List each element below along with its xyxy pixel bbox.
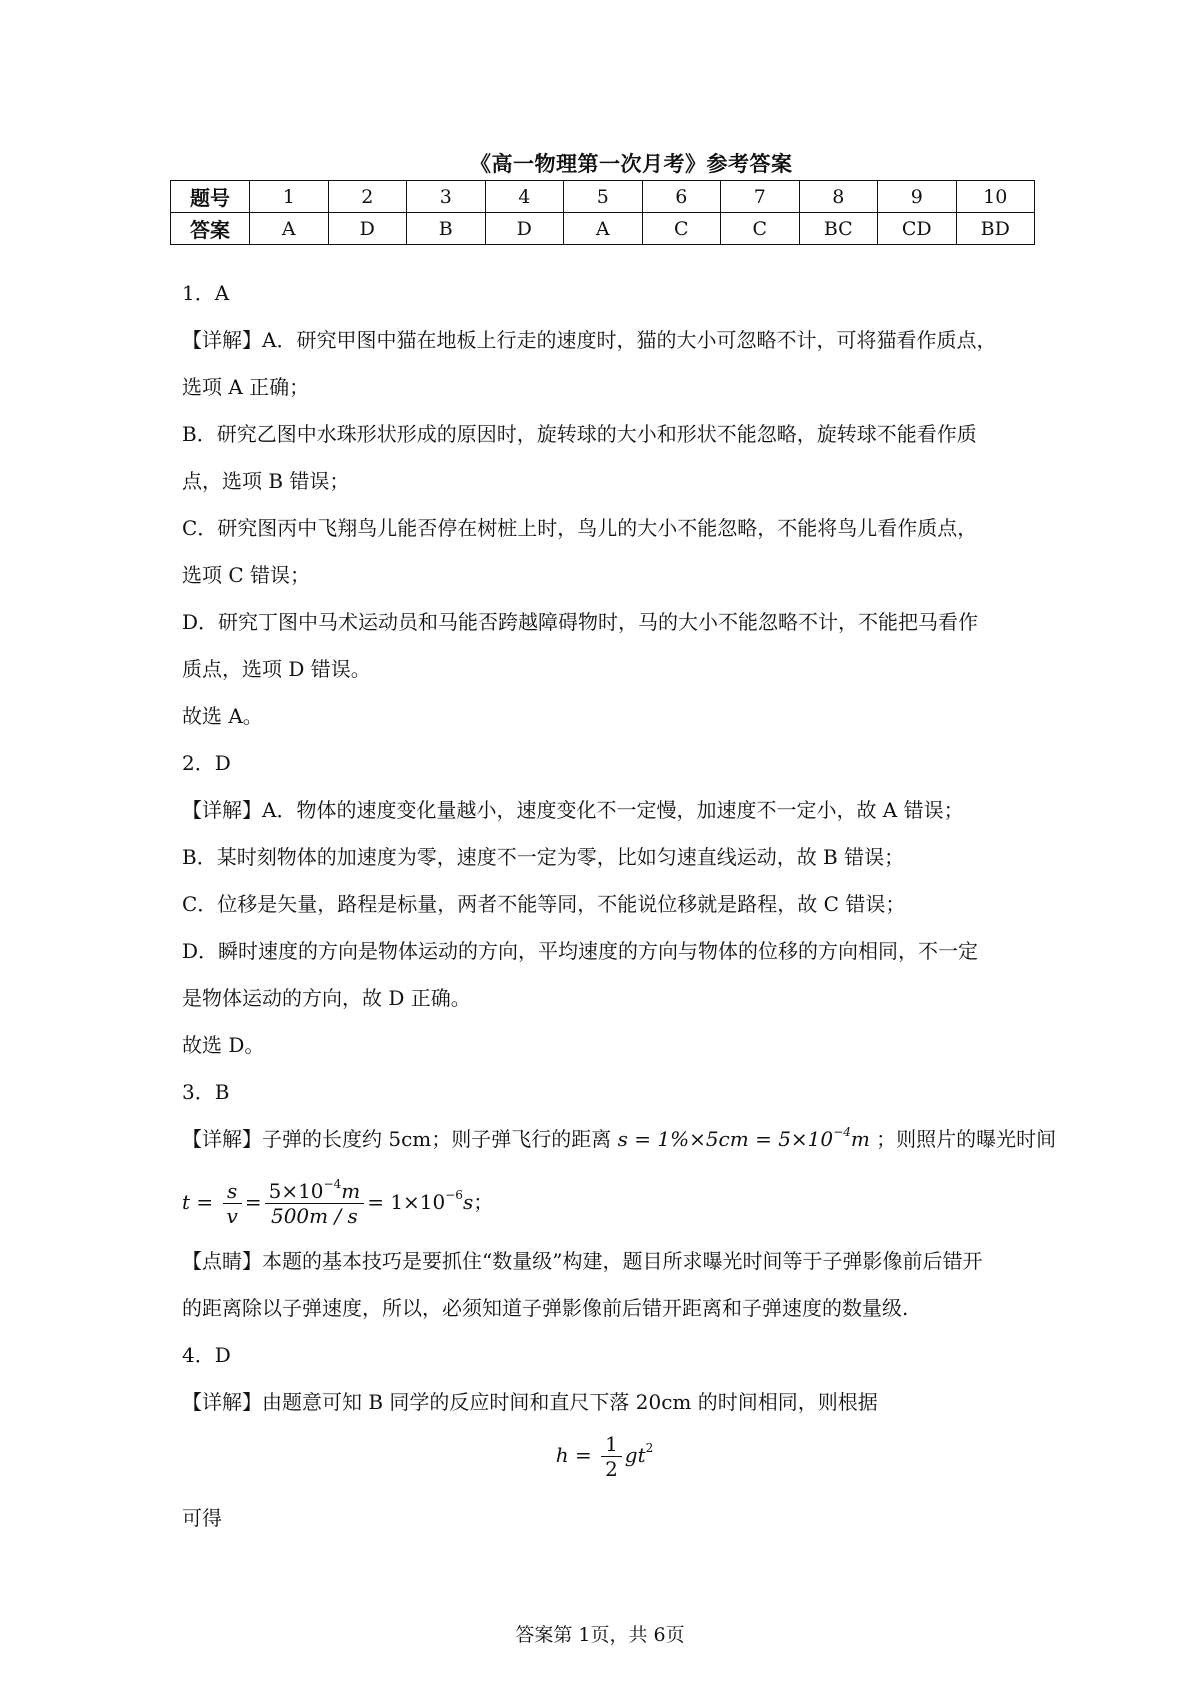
unit: s: [462, 1190, 474, 1214]
table-cell: BC: [799, 213, 878, 245]
row-header-answer: 答案: [171, 213, 250, 245]
unit: m: [850, 1127, 870, 1151]
page-footer: 答案第 1页，共 6页: [515, 1624, 685, 1646]
numerator: 1: [601, 1432, 622, 1457]
denominator: 500m / s: [270, 1204, 358, 1228]
explanation-line: C．位移是矢量，路程是标量，两者不能等同，不能说位移就是路程，故 C 错误；: [182, 892, 906, 916]
exponent: −4: [833, 1125, 851, 1140]
explanation-line: C．研究图丙中飞翔鸟儿能否停在树桩上时，鸟儿的大小不能忽略，不能将鸟儿看作质点，: [182, 516, 978, 540]
table-cell: D: [485, 213, 564, 245]
explanation-line: 可得: [182, 1506, 222, 1530]
table-cell: 10: [956, 181, 1035, 213]
table-cell: 4: [485, 181, 564, 213]
explanation-line: 选项 A 正确；: [182, 375, 310, 399]
tip-line: 【点睛】本题的基本技巧是要抓住“数量级”构建，题目所求曝光时间等于子弹影像前后错开: [182, 1249, 983, 1273]
question-heading: 1．A: [182, 281, 230, 305]
distance-equation: [618, 1127, 870, 1151]
formula-lhs: t =: [182, 1190, 214, 1214]
numerator: s: [223, 1179, 242, 1204]
question-heading: 2．D: [182, 751, 231, 775]
denominator: v: [226, 1204, 238, 1228]
table-cell: 9: [878, 181, 957, 213]
explanation-line: D．研究丁图中马术运动员和马能否跨越障碍物时，马的大小不能忽略不计，不能把马看作: [182, 610, 979, 634]
table-cell: 1: [250, 181, 329, 213]
table-cell: 7: [721, 181, 800, 213]
table-cell: D: [328, 213, 407, 245]
denominator: 2: [605, 1457, 618, 1481]
conclusion-line: 故选 D。: [182, 1033, 265, 1057]
formula-lhs: h =: [555, 1443, 592, 1467]
table-cell: BD: [956, 213, 1035, 245]
table-cell: 2: [328, 181, 407, 213]
explanation-line: 【详解】A．物体的速度变化量越小，速度变化不一定慢，加速度不一定小，故 A 错误；: [182, 798, 964, 822]
question-heading: 4．D: [182, 1343, 231, 1367]
free-fall-formula: [182, 1432, 1027, 1481]
page-title: 《高一物理第一次月考》参考答案: [470, 151, 793, 176]
table-cell: 3: [407, 181, 486, 213]
table-cell: 5: [564, 181, 643, 213]
fraction: [265, 1179, 365, 1228]
answer-body: [182, 270, 1057, 1542]
table-cell: B: [407, 213, 486, 245]
explanation-line: [182, 1116, 1057, 1163]
numerator-text: 5×10: [268, 1179, 324, 1203]
exponent: 2: [645, 1441, 654, 1456]
answer-table: [170, 180, 1035, 245]
question-heading: 3．B: [182, 1080, 230, 1104]
explanation-line: 【详解】由题意可知 B 同学的反应时间和直尺下落 20cm 的时间相同，则根据: [182, 1390, 878, 1414]
table-cell: C: [642, 213, 721, 245]
table-cell: C: [721, 213, 800, 245]
explanation-line: 选项 C 错误；: [182, 563, 311, 587]
table-row-numbers: [171, 181, 1035, 213]
table-cell: A: [250, 213, 329, 245]
explanation-line: 点，选项 B 错误；: [182, 469, 350, 493]
table-cell: 8: [799, 181, 878, 213]
explanation-line: B．某时刻物体的加速度为零，速度不一定为零，比如匀速直线运动，故 B 错误；: [182, 845, 905, 869]
equation-text: s = 1%×5cm = 5×10: [617, 1127, 834, 1151]
explanation-line: 是物体运动的方向，故 D 正确。: [182, 986, 471, 1010]
numerator: [265, 1179, 365, 1204]
fraction: [601, 1432, 622, 1481]
exponent: −4: [323, 1177, 342, 1192]
formula-result: = 1×10: [367, 1190, 446, 1214]
table-cell: 6: [642, 181, 721, 213]
explanation-line: 【详解】A．研究甲图中猫在地板上行走的速度时，猫的大小可忽略不计，可将猫看作质点，: [182, 328, 997, 352]
conclusion-line: 故选 A。: [182, 704, 263, 728]
table-row-answers: [171, 213, 1035, 245]
explanation-line: 质点，选项 D 错误。: [182, 657, 371, 681]
fraction: [223, 1179, 242, 1228]
unit: m: [341, 1179, 361, 1203]
table-cell: A: [564, 213, 643, 245]
punctuation: ；: [473, 1190, 494, 1214]
tip-line: 的距离除以子弹速度，所以，必须知道子弹影像前后错开距离和子弹速度的数量级.: [182, 1296, 909, 1320]
explanation-line: B．研究乙图中水珠形状形成的原因时，旋转球的大小和形状不能忽略，旋转球不能看作质: [182, 422, 977, 446]
exposure-time-formula: t = $\frac{s}{v}$ = $\frac{5\times 10^{-4}m}{500m / s}$ = $1\times 10^{-6}s$；: [182, 1177, 494, 1228]
formula-rhs: gt: [624, 1443, 646, 1467]
explanation-text: ；则照片的曝光时间: [876, 1127, 1057, 1151]
exponent: −6: [445, 1188, 463, 1203]
table-cell: CD: [878, 213, 957, 245]
explanation-text: 【详解】子弹的长度约 5cm；则子弹飞行的距离: [182, 1127, 612, 1151]
row-header-number: 题号: [171, 181, 250, 213]
explanation-line: D．瞬时速度的方向是物体运动的方向，平均速度的方向与物体的位移的方向相同，不一定: [182, 939, 979, 963]
